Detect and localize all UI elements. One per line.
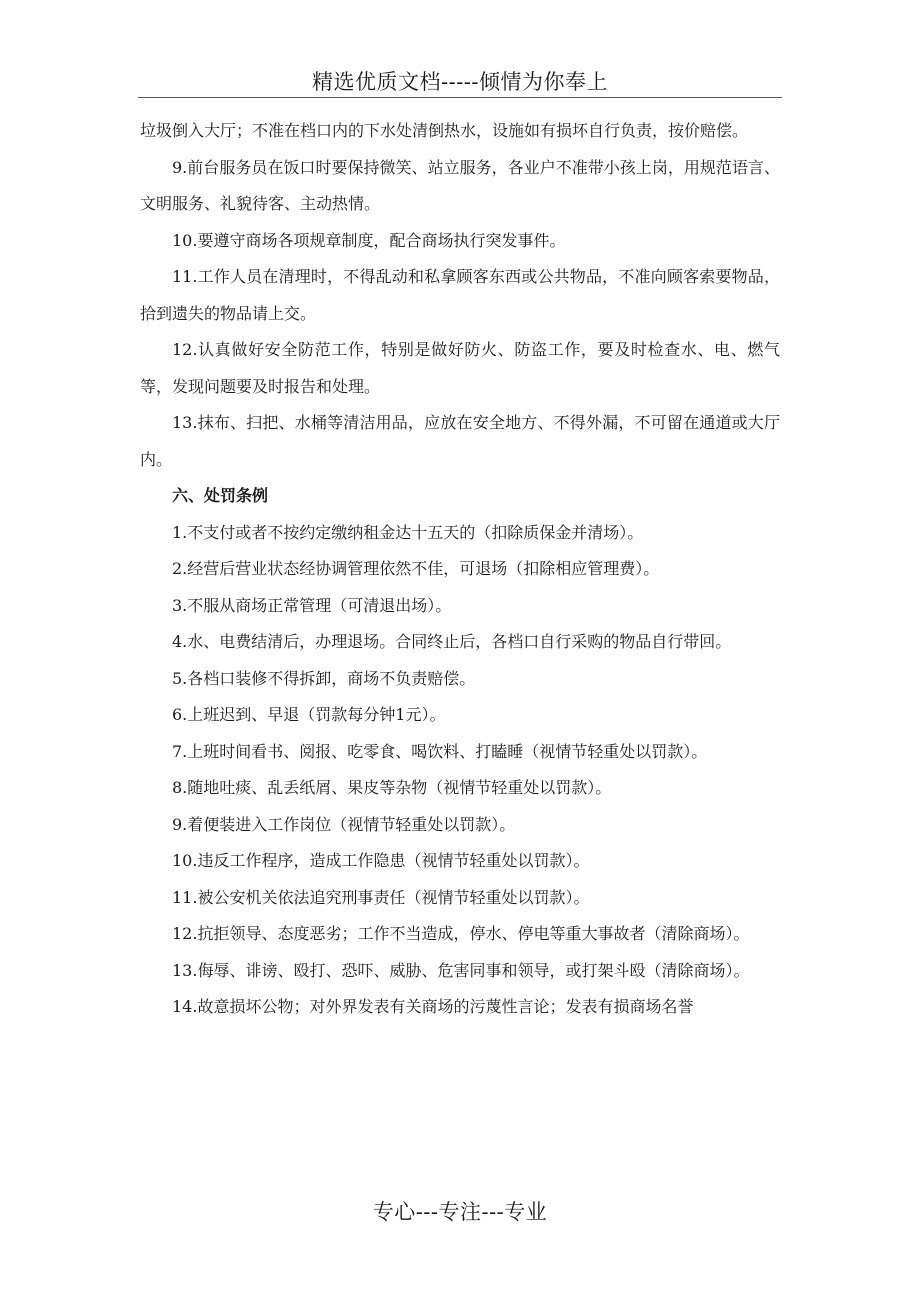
list-item: 9.前台服务员在饭口时要保持微笑、站立服务，各业户不准带小孩上岗，用规范语言、文明服务、礼貌待客、主动热情。	[140, 157, 780, 213]
list-item: 6.上班迟到、早退（罚款每分钟1元）。	[172, 705, 446, 724]
paragraph-continuation: 垃圾倒入大厅；不准在档口内的下水处清倒热水，设施如有损坏自行负责，按价赔偿。	[140, 121, 749, 140]
header-rule	[138, 97, 782, 98]
list-item: 10.要遵守商场各项规章制度，配合商场执行突发事件。	[172, 230, 566, 250]
page-header: 精选优质文档-----倾情为你奉上	[312, 70, 608, 94]
page-footer: 专心---专注---专业	[372, 1200, 548, 1224]
list-item: 14.故意损坏公物；对外界发表有关商场的污蔑性言论；发表有损商场名誉	[172, 997, 694, 1016]
list-item: 5.各档口装修不得拆卸，商场不负责赔偿。	[172, 668, 476, 688]
list-item: 12.认真做好安全防范工作，特别是做好防火、防盗工作，要及时检查水、电、燃气等，发现问题要及时报告和处理。	[140, 340, 780, 396]
list-item: 13.抹布、扫把、水桶等清洁用品，应放在安全地方、不得外漏，不可留在通道或大厅内。	[140, 413, 780, 469]
list-item: 10.违反工作程序，造成工作隐患（视情节轻重处以罚款）。	[172, 851, 590, 870]
list-item: 1.不支付或者不按约定缴纳租金达十五天的（扣除质保金并清场）。	[172, 522, 644, 542]
list-item: 4.水、电费结清后，办理退场。合同终止后，各档口自行采购的物品自行带回。	[172, 632, 732, 651]
section-heading: 六、处罚条例	[172, 486, 269, 505]
list-item: 12.抗拒领导、态度恶劣；工作不当造成，停水、停电等重大事故者（清除商场）。	[172, 924, 750, 943]
list-item: 11.被公安机关依法追究刑事责任（视情节轻重处以罚款）。	[172, 887, 590, 907]
list-item: 2.经营后营业状态经协调管理依然不佳，可退场（扣除相应管理费）。	[172, 559, 660, 578]
list-item: 13.侮辱、诽谤、殴打、恐吓、威胁、危害同事和领导，或打架斗殴（清除商场）。	[172, 960, 750, 980]
document-body	[140, 113, 780, 1026]
list-item: 3.不服从商场正常管理（可清退出场）。	[172, 595, 452, 615]
list-item: 8.随地吐痰、乱丢纸屑、果皮等杂物（视情节轻重处以罚款）。	[172, 778, 612, 797]
list-item: 7.上班时间看书、阅报、吃零食、喝饮料、打瞌睡（视情节轻重处以罚款）。	[172, 741, 708, 761]
list-item: 11.工作人员在清理时，不得乱动和私拿顾客东西或公共物品，不准向顾客索要物品，拾到遗失的物品请上交。	[140, 267, 780, 323]
list-item: 9.着便装进入工作岗位（视情节轻重处以罚款）。	[172, 814, 516, 834]
